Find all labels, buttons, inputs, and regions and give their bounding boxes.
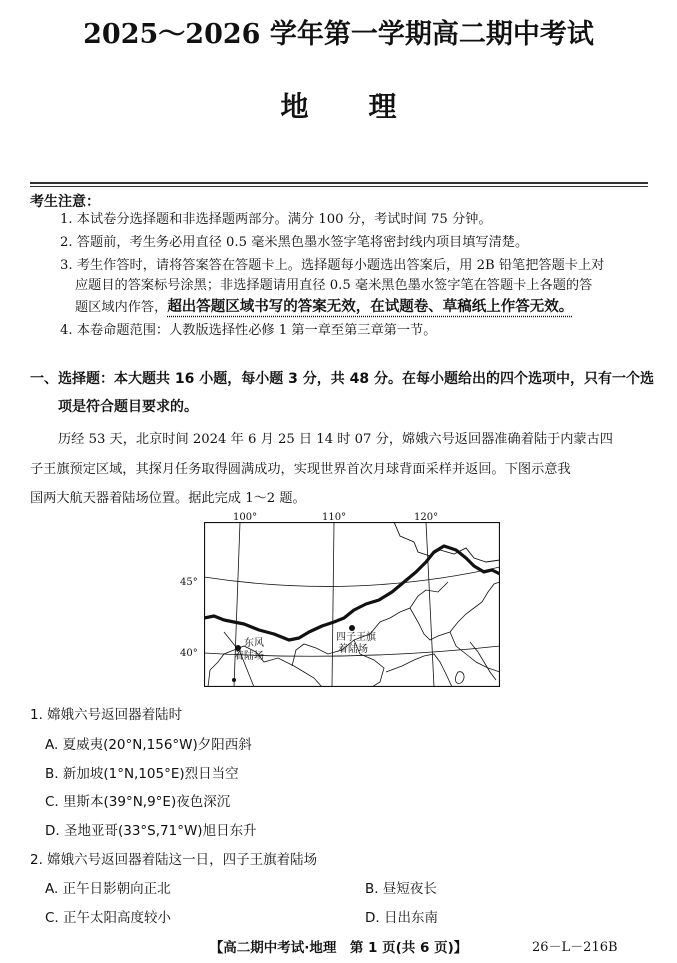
notice-item-3: 3. 考生作答时，请将答案答在答题卡上。选择题每小题选出答案后，用 2B 铅笔把答题卡上对: [60, 258, 605, 273]
lon-label-110: 110°: [322, 512, 347, 523]
lon-label-120: 120°: [414, 512, 439, 523]
notice-title: 考生注意：: [30, 194, 100, 210]
header-rule-thin: [30, 186, 648, 187]
notice-item-1: 1. 本试卷分选择题和非选择题两部分。满分 100 分，考试时间 75 分钟。: [60, 212, 492, 227]
landing-site-map: [204, 522, 500, 687]
q1-option-b: B. 新加坡(1°N,105°E)烈日当空: [45, 766, 239, 782]
siziwangqi-label-1: 四子王旗: [336, 632, 376, 643]
section-heading-cont: 项是符合题目要求的。: [58, 399, 198, 415]
page-footer: 【高二期中考试·地理 第 1 页(共 6 页)】: [209, 940, 468, 956]
question-2-stem: 2. 嫦娥六号返回器着陆这一日，四子王旗着陆场: [30, 852, 318, 868]
q1-option-d: D. 圣地亚哥(33°S,71°W)旭日东升: [45, 823, 257, 839]
notice-emphasis: 超出答题区域书写的答案无效，在试题卷、草稿纸上作答无效。: [167, 299, 574, 315]
passage-line-1: 历经 53 天，北京时间 2024 年 6 月 25 日 14 时 07 分，嫦娥六号返回器准确着陆于内蒙古四: [58, 432, 613, 447]
lat-label-40: 40°: [180, 648, 198, 659]
lon-label-100: 100°: [233, 512, 258, 523]
q2-option-d: D. 日出东南: [365, 910, 438, 926]
q2-option-a: A. 正午日影朝向正北: [45, 881, 171, 897]
passage-line-3: 国两大航天器着陆场位置。据此完成 1～2 题。: [30, 491, 306, 506]
header-rule-thick: [30, 182, 648, 184]
notice-item-2: 2. 答题前，考生务必用直径 0.5 毫米黑色墨水签字笔将密封线内项目填写清楚。: [60, 235, 529, 250]
dongfeng-label-2: 着陆场: [234, 651, 264, 662]
notice-item-3-end: [75, 297, 573, 318]
passage-line-2: 子王旗预定区域，其探月任务取得圆满成功，实现世界首次月球背面采样并返回。下图示意我: [30, 462, 571, 477]
exam-title: 2025～2026 学年第一学期高二期中考试: [83, 19, 594, 50]
notice-item-3-tail: 题区域内作答，: [75, 300, 168, 315]
q1-option-a: A. 夏威夷(20°N,156°W)夕阳西斜: [45, 737, 252, 753]
notice-item-4: 4. 本卷命题范围：人教版选择性必修 1 第一章至第三章第一节。: [60, 323, 437, 338]
paper-code: 26－L－216B: [532, 940, 618, 955]
siziwangqi-label-2: 着陆场: [338, 644, 368, 655]
lat-label-45: 45°: [180, 577, 198, 588]
siziwangqi-site-marker: [349, 625, 355, 631]
q1-option-c: C. 里斯本(39°N,9°E)夜色深沉: [45, 794, 231, 810]
notice-item-3-cont: 应题目的答案标号涂黑；非选择题请用直径 0.5 毫米黑色墨水签字笔在答题卡上各题的答: [75, 278, 593, 293]
dongfeng-label-1: 东风: [244, 638, 264, 649]
q2-option-c: C. 正午太阳高度较小: [45, 910, 172, 926]
subject-title: 地理: [280, 90, 457, 123]
q2-option-b: B. 昼短夜长: [365, 881, 437, 897]
section-heading: 一、选择题：本大题共 16 小题，每小题 3 分，共 48 分。在每小题给出的四个选项中，只有一个选: [30, 371, 654, 387]
question-1-stem: 1. 嫦娥六号返回器着陆时: [30, 707, 183, 723]
